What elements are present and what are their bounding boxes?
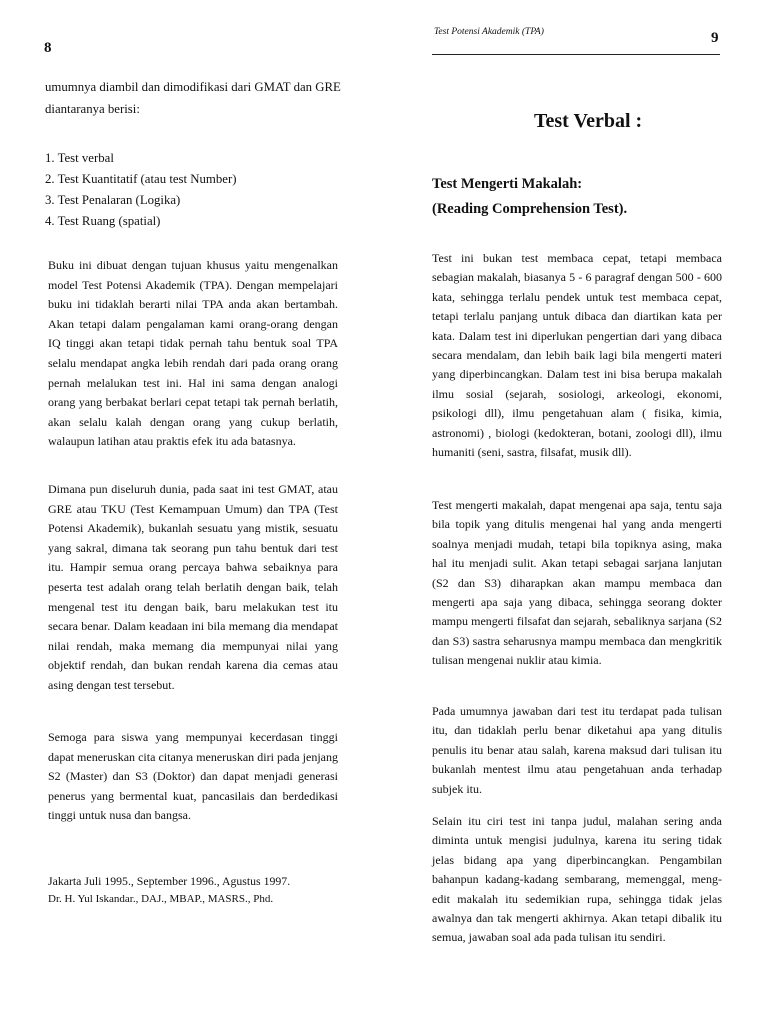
- paragraph: Pada umumnya jawaban dari test itu terdapat pada tulisan itu, dan tidaklah perlu benar diketahui apa yang ditulis penulis itu benar atau salah, karena maksud dari tulisan itu bukanlah mentest ilmu atau pengetahuan anda terhadap subjek itu.: [432, 704, 722, 796]
- list-item: 4. Test Ruang (spatial): [45, 214, 161, 228]
- header-rule: [432, 54, 720, 55]
- running-head: Test Potensi Akademik (TPA): [434, 27, 544, 37]
- list-item: 2. Test Kuantitatif (atau test Number): [45, 172, 237, 186]
- paragraph: Semoga para siswa yang mempunyai kecerdasan tinggi dapat meneruskan cita citanya meneruskan diri pada jenjang S2 (Master) dan S3 (Doktor) dan dapat menjadi generasi penerus yang bermental kuat, pancasilais dan berdedikasi tinggi untuk nusa dan bangsa.: [48, 730, 338, 823]
- signature-place-date: Jakarta Juli 1995., September 1996., Agustus 1997.: [48, 874, 291, 888]
- subtitle-line: (Reading Comprehension Test).: [432, 201, 628, 217]
- subtitle: [432, 172, 722, 222]
- page-number-left: 8: [44, 40, 52, 56]
- subtitle-line: Test Mengerti Makalah:: [432, 176, 583, 192]
- page-number-right: 9: [711, 30, 719, 46]
- list-item: 1. Test verbal: [45, 151, 114, 165]
- paragraph: Selain itu ciri test ini tanpa judul, malahan sering anda diminta untuk mengisi judulnya, karena itu sering tidak jelas bidang apa yang diperbincangkan. Pengambilan bahanpun kadang-kadang sembarang, memenggal, meng-edit makalah itu sedemikian rupa, sehingga tidak jelas awalnya dan tak mengerti akhirnya. Akan tetapi dibalik itu semua, jawaban soal ada pada tulisan itu sendiri.: [432, 814, 722, 945]
- intro-text: umumnya diambil dan dimodifikasi dari GMAT dan GRE diantaranya berisi:: [45, 80, 341, 116]
- signature-author: Dr. H. Yul Iskandar., DAJ., MBAP., MASRS., Phd.: [48, 893, 274, 905]
- paragraph: Test ini bukan test membaca cepat, tetapi membaca sebagian makalah, biasanya 5 - 6 paragraf dengan 500 - 600 kata, sehingga terlalu pendek untuk test membaca cepat, tetapi terlalu panjang untuk dibaca dan diartikan kata per kata. Dalam test ini diperlukan pengertian dari yang dibaca secara mendalam, dan lebih baik lagi bila mengerti materi yang diperbincangkan. Dalam test ini bisa berupa makalah ilmu sosial (sejarah, sosiologi, arkeologi, ekonomi, psikologi dll), ilmu pengetahuan alam ( fisika, kimia, astronomi) , biologi (kedokteran, botani, zoologi dll), ilmu humaniti (seni, sastra, filsafat, musik dll).: [432, 251, 722, 460]
- paragraph: Buku ini dibuat dengan tujuan khusus yaitu mengenalkan model Test Potensi Akademik (TPA). Dengan mempelajari buku ini tidaklah berarti nilai TPA anda akan bertambah. Akan tetapi dalam pengalaman kami orang-orang dengan IQ tinggi akan tetapi tidak pernah tahu bentuk soal TPA selalu mendapat angka lebih rendah dari pada orang orang pernah melalukan test ini. Hal ini sama dengan analogi orang yang berbakat berlari cepat tetapi tak pernah berlatih, akan selalu kalah dengan orang yang cukup berlatih, walaupun latihan atau praktis efek itu ada batasnya.: [48, 258, 338, 449]
- paragraph: Dimana pun diseluruh dunia, pada saat ini test GMAT, atau GRE atau TKU (Test Kemampuan Umum) dan TPA (Test Potensi Akademik), bukanlah sesuatu yang mistik, sesuatu yang sakral, dimana tak seorang pun tahu bentuk dari test itu. Hampir semua orang percaya bahwa sebaiknya para peserta test adalah orang telah berlatih dengan baik, telah mengenal test itu dengan baik, baru melakukan test itu secara benar. Dalam keadaan ini bila memang dia mendapat nilai rendah, maka memang dia mempunyai nilai yang objektif rendah, dan bukan rendah karena dia cemas atau asing dengan test tersebut.: [48, 482, 338, 692]
- list-item: 3. Test Penalaran (Logika): [45, 193, 181, 207]
- paragraph: Test mengerti makalah, dapat mengenai apa saja, tentu saja bila topik yang ditulis mengenai hal yang anda mengerti soalnya menjadi mudah, tetapi bila topiknya asing, maka hal itu menjadi sulit. Akan tetapi sebagai sarjana lanjutan (S2 dan S3) diharapkan akan mampu membaca dan mengerti apa saja yang dibaca, sehingga seorang dokter mampu mengerti filsafat dan sejarah, sebaliknya sarjana (S2 dan S3) sastra seharusnya mampu membaca dan mengkritik tulisan mengenai nuklir atau kimia.: [432, 498, 722, 668]
- section-title: Test Verbal :: [534, 110, 643, 132]
